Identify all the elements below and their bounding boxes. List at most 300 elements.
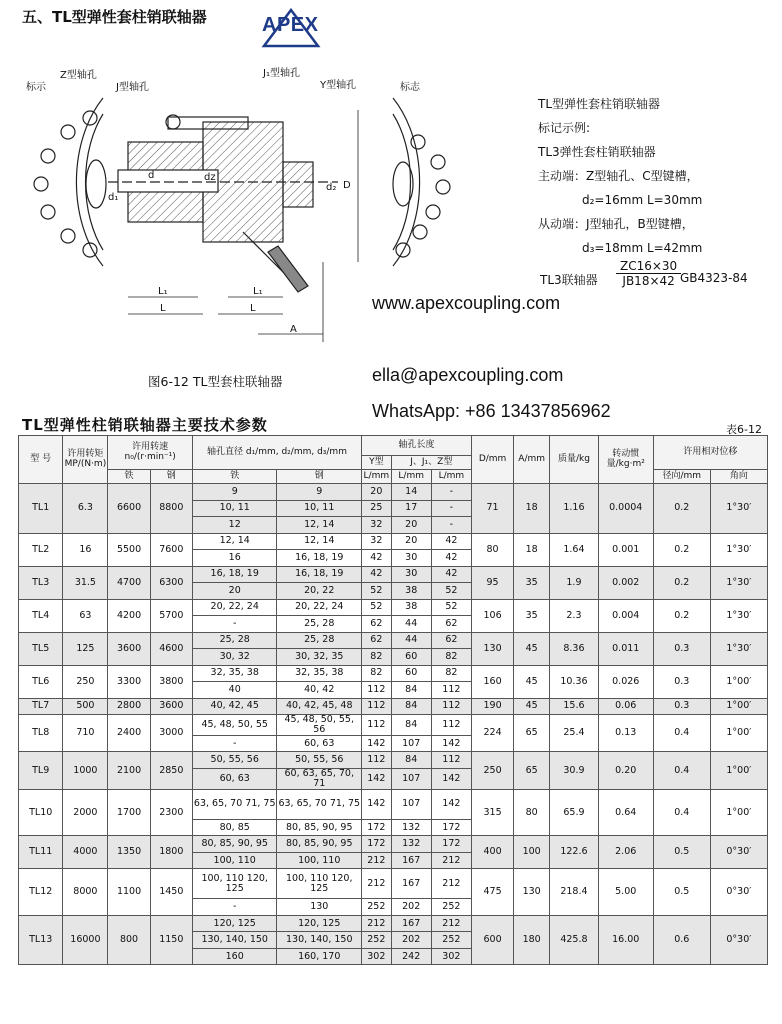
th-speed-iron: 铁: [108, 470, 150, 484]
cell-length-z: 42: [431, 533, 471, 550]
cell-length-y: 172: [362, 836, 392, 853]
marking-fraction: [616, 259, 681, 288]
label-l-right: L: [250, 303, 256, 314]
table-title: TL型弹性柱销联轴器主要技术参数: [22, 416, 268, 434]
cell-length-z: 172: [431, 819, 471, 836]
cell-A: 45: [514, 665, 550, 698]
cell-length-z: -: [431, 500, 471, 517]
cell-length-z: 42: [431, 550, 471, 567]
cell-D: 315: [471, 789, 513, 836]
cell-length-j: 44: [391, 632, 431, 649]
cell-speed-steel: 4600: [150, 632, 192, 665]
cell-speed-iron: 5500: [108, 533, 150, 566]
cell-length-z: -: [431, 484, 471, 501]
cell-length-y: 42: [362, 550, 392, 567]
cell-length-j: 84: [391, 682, 431, 699]
cell-angular: 1°00′: [710, 752, 767, 789]
cell-length-z: 212: [431, 915, 471, 932]
cell-speed-steel: 2850: [150, 752, 192, 789]
th-bore-iron: 铁: [192, 470, 277, 484]
cell-mass: 8.36: [550, 632, 599, 665]
th-speed-steel: 钢: [150, 470, 192, 484]
cell-bore-iron: 12, 14: [192, 533, 277, 550]
label-d-big: D: [343, 180, 351, 191]
cell-length-z: 52: [431, 583, 471, 600]
cell-bore-steel: 20, 22, 24: [277, 599, 362, 616]
cell-length-z: 62: [431, 616, 471, 633]
cell-torque: 4000: [63, 836, 108, 869]
th-l1mm: L/mm: [391, 470, 431, 484]
cell-radial: 0.3: [653, 665, 710, 698]
cell-length-y: 112: [362, 752, 392, 769]
cell-length-y: 62: [362, 632, 392, 649]
cell-speed-steel: 1150: [150, 915, 192, 965]
cell-length-j: 84: [391, 752, 431, 769]
cell-A: 80: [514, 789, 550, 836]
th-length: 轴孔长度: [362, 436, 472, 456]
cell-inertia: 0.002: [598, 566, 653, 599]
cell-D: 190: [471, 698, 513, 715]
th-jz-type: J、J₁、Z型: [391, 456, 471, 470]
cell-radial: 0.2: [653, 533, 710, 566]
th-lmm: L/mm: [362, 470, 392, 484]
cell-speed-iron: 1350: [108, 836, 150, 869]
cell-inertia: 0.64: [598, 789, 653, 836]
cell-speed-iron: 2800: [108, 698, 150, 715]
cell-bore-iron: 120, 125: [192, 915, 277, 932]
whatsapp-contact[interactable]: WhatsApp: +86 13437856962: [372, 401, 611, 421]
cell-torque: 125: [63, 632, 108, 665]
cell-length-z: 252: [431, 899, 471, 916]
cell-bore-iron: 16: [192, 550, 277, 567]
cell-bore-iron: 80, 85: [192, 819, 277, 836]
cell-bore-steel: 30, 32, 35: [277, 649, 362, 666]
cell-mass: 65.9: [550, 789, 599, 836]
cell-length-y: 142: [362, 768, 392, 789]
cell-length-y: 142: [362, 735, 392, 752]
cell-angular: 1°30′: [710, 632, 767, 665]
cell-D: 71: [471, 484, 513, 534]
cell-A: 18: [514, 484, 550, 534]
table-row: [19, 665, 768, 682]
cell-length-j: 167: [391, 869, 431, 899]
fraction-numerator: ZC16×30: [616, 259, 681, 274]
cell-bore-iron: 100, 110 120, 125: [192, 869, 277, 899]
table-row: [19, 752, 768, 769]
cell-length-z: 142: [431, 768, 471, 789]
specs-table: [18, 435, 768, 965]
table-row: [19, 484, 768, 501]
table-row: [19, 789, 768, 819]
cell-model: TL7: [19, 698, 63, 715]
cell-torque: 16000: [63, 915, 108, 965]
cell-model: TL12: [19, 869, 63, 916]
cell-length-z: 62: [431, 632, 471, 649]
cell-inertia: 0.06: [598, 698, 653, 715]
cell-length-y: 212: [362, 869, 392, 899]
cell-length-j: 30: [391, 566, 431, 583]
cell-mass: 1.9: [550, 566, 599, 599]
cell-mass: 10.36: [550, 665, 599, 698]
cell-bore-iron: -: [192, 735, 277, 752]
cell-bore-iron: 12: [192, 517, 277, 534]
cell-radial: 0.5: [653, 836, 710, 869]
th-bore-steel: 钢: [277, 470, 362, 484]
cell-bore-iron: 32, 35, 38: [192, 665, 277, 682]
cell-length-y: 25: [362, 500, 392, 517]
cell-mass: 122.6: [550, 836, 599, 869]
label-a: A: [290, 324, 297, 335]
cell-bore-steel: 130: [277, 899, 362, 916]
cell-length-j: 38: [391, 583, 431, 600]
cell-bore-steel: 60, 63, 65, 70, 71: [277, 768, 362, 789]
cell-length-z: 142: [431, 735, 471, 752]
cell-inertia: 0.0004: [598, 484, 653, 534]
cell-D: 600: [471, 915, 513, 965]
cell-A: 18: [514, 533, 550, 566]
cell-model: TL10: [19, 789, 63, 836]
cell-radial: 0.5: [653, 869, 710, 916]
cell-bore-steel: 12, 14: [277, 517, 362, 534]
label-mark-right: 标志: [400, 82, 420, 93]
th-inertia: 转动惯量/kg·m²: [598, 436, 653, 484]
cell-inertia: 5.00: [598, 869, 653, 916]
cell-length-y: 112: [362, 698, 392, 715]
cell-length-y: 82: [362, 665, 392, 682]
cell-length-j: 84: [391, 698, 431, 715]
table-row: [19, 632, 768, 649]
cell-radial: 0.4: [653, 715, 710, 752]
th-y-type: Y型: [362, 456, 392, 470]
cell-length-z: 212: [431, 852, 471, 869]
cell-bore-iron: 10, 11: [192, 500, 277, 517]
cell-bore-iron: 16, 18, 19: [192, 566, 277, 583]
cell-model: TL1: [19, 484, 63, 534]
cell-length-y: 172: [362, 819, 392, 836]
cell-speed-iron: 4700: [108, 566, 150, 599]
cell-bore-iron: -: [192, 616, 277, 633]
cell-mass: 30.9: [550, 752, 599, 789]
email-link[interactable]: ella@apexcoupling.com: [372, 365, 564, 385]
cell-inertia: 0.026: [598, 665, 653, 698]
cell-length-z: 302: [431, 948, 471, 965]
spec-line: TL型弹性套柱销联轴器: [538, 97, 661, 111]
cell-angular: 1°00′: [710, 698, 767, 715]
cell-radial: 0.6: [653, 915, 710, 965]
th-torque: 许用转矩 MP/(N·m): [63, 436, 108, 484]
cell-length-j: 84: [391, 715, 431, 736]
cell-A: 180: [514, 915, 550, 965]
cell-bore-steel: 63, 65, 70 71, 75: [277, 789, 362, 819]
cell-length-j: 167: [391, 915, 431, 932]
marking-example: [538, 92, 702, 260]
cell-length-z: 52: [431, 599, 471, 616]
cell-length-z: 212: [431, 869, 471, 899]
th-angular: 角向: [710, 470, 767, 484]
cell-length-z: 112: [431, 698, 471, 715]
left-flange-view: [34, 98, 106, 266]
fraction-standard: GB4323-84: [680, 271, 748, 285]
cell-length-y: 32: [362, 517, 392, 534]
cell-angular: 1°30′: [710, 484, 767, 534]
cell-speed-steel: 3800: [150, 665, 192, 698]
cell-D: 160: [471, 665, 513, 698]
cell-bore-steel: 12, 14: [277, 533, 362, 550]
th-disp: 许用相对位移: [653, 436, 767, 470]
spec-line: 主动端：Z型轴孔、C型键槽，: [538, 169, 699, 183]
cell-bore-iron: 20, 22, 24: [192, 599, 277, 616]
cell-speed-iron: 2400: [108, 715, 150, 752]
cell-length-y: 82: [362, 649, 392, 666]
cell-length-z: 82: [431, 649, 471, 666]
cell-bore-iron: 25, 28: [192, 632, 277, 649]
cell-bore-iron: 50, 55, 56: [192, 752, 277, 769]
label-l1-right: L₁: [253, 286, 263, 297]
cell-length-z: 142: [431, 789, 471, 819]
table-row: [19, 715, 768, 736]
cell-radial: 0.2: [653, 599, 710, 632]
cell-bore-steel: 100, 110: [277, 852, 362, 869]
cell-length-y: 112: [362, 682, 392, 699]
cell-speed-steel: 5700: [150, 599, 192, 632]
cell-length-y: 20: [362, 484, 392, 501]
cell-bore-steel: 9: [277, 484, 362, 501]
cell-bore-steel: 10, 11: [277, 500, 362, 517]
cell-bore-steel: 100, 110 120, 125: [277, 869, 362, 899]
th-radial: 径向/mm: [653, 470, 710, 484]
cell-torque: 710: [63, 715, 108, 752]
cell-bore-steel: 20, 22: [277, 583, 362, 600]
cell-torque: 2000: [63, 789, 108, 836]
cell-mass: 1.64: [550, 533, 599, 566]
cell-speed-steel: 1450: [150, 869, 192, 916]
cell-torque: 6.3: [63, 484, 108, 534]
cell-torque: 1000: [63, 752, 108, 789]
cell-bore-steel: 45, 48, 50, 55, 56: [277, 715, 362, 736]
cell-bore-steel: 160, 170: [277, 948, 362, 965]
cell-radial: 0.2: [653, 566, 710, 599]
cell-angular: 1°00′: [710, 665, 767, 698]
cell-length-j: 132: [391, 836, 431, 853]
cell-mass: 1.16: [550, 484, 599, 534]
spec-line: 从动端：J型轴孔，B型键槽，: [538, 217, 694, 231]
cell-torque: 31.5: [63, 566, 108, 599]
cell-bore-iron: 60, 63: [192, 768, 277, 789]
table-row: [19, 915, 768, 932]
cell-speed-iron: 800: [108, 915, 150, 965]
cell-radial: 0.3: [653, 698, 710, 715]
cell-bore-steel: 120, 125: [277, 915, 362, 932]
label-j1-bore: J₁型轴孔: [263, 68, 300, 79]
cell-length-y: 302: [362, 948, 392, 965]
label-l1-left: L₁: [158, 286, 168, 297]
cell-length-y: 252: [362, 932, 392, 949]
table-row: [19, 836, 768, 853]
cell-model: TL11: [19, 836, 63, 869]
cell-speed-iron: 1700: [108, 789, 150, 836]
cell-bore-steel: 40, 42, 45, 48: [277, 698, 362, 715]
label-j-bore: J型轴孔: [116, 82, 149, 93]
cell-speed-steel: 6300: [150, 566, 192, 599]
table-number: 表6-12: [726, 423, 762, 436]
cell-bore-iron: 130, 140, 150: [192, 932, 277, 949]
cell-bore-steel: 80, 85, 90, 95: [277, 836, 362, 853]
cell-length-j: 107: [391, 789, 431, 819]
website-link[interactable]: www.apexcoupling.com: [372, 293, 561, 313]
cell-length-z: 172: [431, 836, 471, 853]
cell-angular: 1°30′: [710, 533, 767, 566]
cell-model: TL4: [19, 599, 63, 632]
cell-torque: 250: [63, 665, 108, 698]
cell-bore-iron: -: [192, 899, 277, 916]
cell-inertia: 0.001: [598, 533, 653, 566]
cell-bore-steel: 25, 28: [277, 632, 362, 649]
cell-length-y: 42: [362, 566, 392, 583]
cell-model: TL8: [19, 715, 63, 752]
cell-length-y: 252: [362, 899, 392, 916]
cell-radial: 0.2: [653, 484, 710, 534]
cell-A: 65: [514, 752, 550, 789]
cell-length-y: 52: [362, 599, 392, 616]
cell-mass: 425.8: [550, 915, 599, 965]
cell-length-j: 30: [391, 550, 431, 567]
cell-bore-steel: 40, 42: [277, 682, 362, 699]
section-title: 五、TL型弹性套柱销联轴器: [22, 8, 207, 26]
cell-length-z: 112: [431, 752, 471, 769]
table-row: [19, 599, 768, 616]
cell-length-y: 32: [362, 533, 392, 550]
cell-inertia: 0.011: [598, 632, 653, 665]
cell-bore-iron: 45, 48, 50, 55: [192, 715, 277, 736]
logo-text: APEX: [262, 14, 319, 36]
cell-angular: 1°00′: [710, 715, 767, 752]
cell-speed-iron: 6600: [108, 484, 150, 534]
th-l2mm: L/mm: [431, 470, 471, 484]
cell-bore-steel: 25, 28: [277, 616, 362, 633]
cell-angular: 1°30′: [710, 566, 767, 599]
cell-model: TL2: [19, 533, 63, 566]
cell-radial: 0.3: [653, 632, 710, 665]
cell-length-y: 212: [362, 852, 392, 869]
cell-speed-iron: 3300: [108, 665, 150, 698]
cell-torque: 8000: [63, 869, 108, 916]
figure-caption: 图6-12 TL型套柱联轴器: [148, 374, 283, 389]
cell-D: 80: [471, 533, 513, 566]
cell-length-y: 142: [362, 789, 392, 819]
cell-bore-iron: 100, 110: [192, 852, 277, 869]
cell-length-y: 62: [362, 616, 392, 633]
cell-bore-steel: 16, 18, 19: [277, 566, 362, 583]
cell-inertia: 0.20: [598, 752, 653, 789]
cell-model: TL5: [19, 632, 63, 665]
cell-bore-steel: 80, 85, 90, 95: [277, 819, 362, 836]
label-dz: dz: [204, 172, 216, 183]
cell-inertia: 16.00: [598, 915, 653, 965]
cell-mass: 218.4: [550, 869, 599, 916]
cell-D: 95: [471, 566, 513, 599]
cell-bore-steel: 16, 18, 19: [277, 550, 362, 567]
cell-A: 45: [514, 698, 550, 715]
cell-speed-steel: 2300: [150, 789, 192, 836]
cell-mass: 15.6: [550, 698, 599, 715]
cell-bore-iron: 160: [192, 948, 277, 965]
cell-mass: 2.3: [550, 599, 599, 632]
th-mass: 质量/kg: [550, 436, 599, 484]
cell-model: TL6: [19, 665, 63, 698]
cell-length-z: 112: [431, 682, 471, 699]
cell-A: 35: [514, 599, 550, 632]
cell-angular: 0°30′: [710, 836, 767, 869]
cell-speed-iron: 1100: [108, 869, 150, 916]
cell-angular: 1°30′: [710, 599, 767, 632]
cell-inertia: 0.004: [598, 599, 653, 632]
cell-A: 100: [514, 836, 550, 869]
th-model: 型 号: [19, 436, 63, 484]
label-y-bore: Y型轴孔: [320, 80, 357, 91]
cell-bore-iron: 20: [192, 583, 277, 600]
cell-length-y: 212: [362, 915, 392, 932]
cell-D: 400: [471, 836, 513, 869]
cell-length-j: 132: [391, 819, 431, 836]
cell-length-j: 60: [391, 649, 431, 666]
cell-radial: 0.4: [653, 752, 710, 789]
cell-bore-iron: 63, 65, 70 71, 75: [192, 789, 277, 819]
fraction-denominator: JB18×42: [622, 274, 675, 288]
spec-line: 标记示例:: [538, 121, 591, 135]
cell-length-j: 20: [391, 533, 431, 550]
cell-model: TL3: [19, 566, 63, 599]
th-bore: 轴孔直径 d₁/mm, d₂/mm, d₃/mm: [192, 436, 361, 470]
cell-length-z: 252: [431, 932, 471, 949]
cell-A: 65: [514, 715, 550, 752]
cell-bore-steel: 130, 140, 150: [277, 932, 362, 949]
cell-speed-steel: 8800: [150, 484, 192, 534]
cell-D: 130: [471, 632, 513, 665]
cell-length-j: 20: [391, 517, 431, 534]
cell-speed-iron: 2100: [108, 752, 150, 789]
cell-bore-iron: 40, 42, 45: [192, 698, 277, 715]
coupling-section: [108, 115, 338, 292]
cell-length-j: 38: [391, 599, 431, 616]
label-l-left: L: [160, 303, 166, 314]
cell-bore-iron: 80, 85, 90, 95: [192, 836, 277, 853]
cell-A: 35: [514, 566, 550, 599]
cell-speed-iron: 4200: [108, 599, 150, 632]
th-D: D/mm: [471, 436, 513, 484]
cell-length-j: 107: [391, 768, 431, 789]
cell-A: 45: [514, 632, 550, 665]
table-row: [19, 698, 768, 715]
spec-line: d₃=18mm L=42mm: [582, 241, 703, 255]
cell-bore-steel: 60, 63: [277, 735, 362, 752]
label-z-bore: Z型轴孔: [60, 70, 97, 81]
cell-speed-steel: 3600: [150, 698, 192, 715]
cell-length-j: 202: [391, 899, 431, 916]
label-d-inner: d: [148, 170, 155, 181]
cell-D: 475: [471, 869, 513, 916]
th-speed: 许用转速 n₀/(r·min⁻¹): [108, 436, 193, 470]
cell-length-j: 17: [391, 500, 431, 517]
cell-angular: 0°30′: [710, 869, 767, 916]
cell-speed-steel: 1800: [150, 836, 192, 869]
cell-model: TL9: [19, 752, 63, 789]
cell-length-j: 60: [391, 665, 431, 682]
right-flange-view: [393, 98, 450, 266]
coupling-drawing: [8, 62, 508, 362]
cell-angular: 0°30′: [710, 915, 767, 965]
cell-length-y: 112: [362, 715, 392, 736]
th-A: A/mm: [514, 436, 550, 484]
